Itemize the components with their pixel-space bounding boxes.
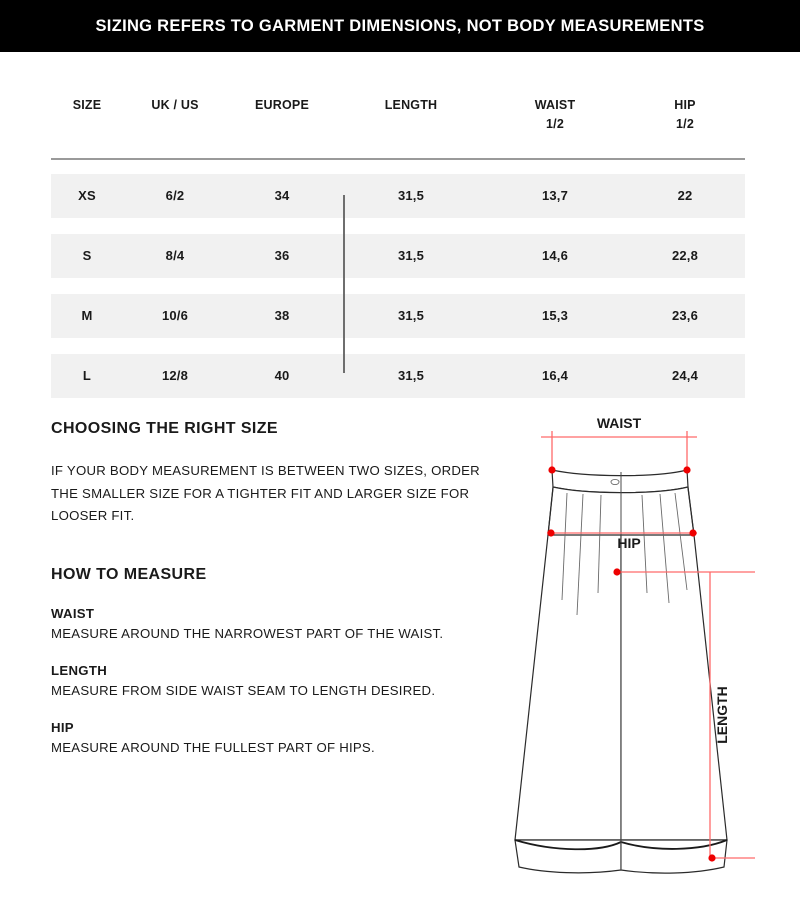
cell-size: XS [78, 187, 96, 203]
cell-length: 31,5 [397, 367, 425, 383]
choosing-right-size-title: CHOOSING THE RIGHT SIZE [51, 420, 278, 437]
column-header-europe: EUROPE [255, 98, 309, 112]
length-point-bottom [708, 854, 715, 861]
column-header-waist-sub: 1/2 [546, 117, 564, 132]
cell-hip: 23,6 [671, 307, 699, 323]
how-to-measure-title: HOW TO MEASURE [51, 566, 207, 584]
length-point-top [613, 568, 620, 575]
section-spacer [51, 528, 501, 566]
cell-size: M [81, 307, 93, 323]
cell-europe: 36 [274, 247, 290, 263]
info-column [51, 420, 501, 759]
measure-text-waist: MEASURE AROUND THE NARROWEST PART OF THE WAIST. [51, 626, 444, 642]
cell-uk-us: 12/8 [161, 367, 189, 383]
waist-point-left [548, 466, 555, 473]
table-header-divider [51, 158, 745, 160]
banner-title: SIZING REFERS TO GARMENT DIMENSIONS, NOT BODY MEASUREMENTS [95, 16, 705, 35]
measure-text-hip: MEASURE AROUND THE FULLEST PART OF HIPS. [51, 739, 375, 755]
measure-spacer [51, 703, 501, 720]
table-row [51, 174, 745, 218]
table-row [51, 234, 745, 278]
choosing-right-size-body: IF YOUR BODY MEASUREMENT IS BETWEEN TWO SIZES, ORDER THE SMALLER SIZE FOR A TIGHTER FIT AND LARGER SIZE FOR LOOSER FIT. [51, 463, 480, 524]
cell-hip: 24,4 [671, 367, 699, 383]
garment-diagram [505, 415, 800, 914]
column-header-hip [625, 96, 745, 135]
table-row-spacer [51, 278, 745, 294]
cell-uk-us: 8/4 [165, 247, 185, 263]
cell-hip: 22,8 [671, 247, 699, 263]
cell-europe: 38 [274, 307, 290, 323]
cell-size: L [82, 367, 92, 383]
column-header-hip-sub: 1/2 [676, 117, 694, 132]
hip-point-right [689, 529, 696, 536]
column-header-waist-main: WAIST [534, 98, 576, 112]
column-header-length: LENGTH [384, 98, 438, 112]
measure-spacer [51, 646, 501, 663]
cell-waist: 16,4 [541, 367, 569, 383]
cell-waist: 14,6 [541, 247, 569, 263]
table-header-spacer [51, 158, 745, 174]
column-header-size: SIZE [72, 98, 102, 112]
cell-length: 31,5 [397, 307, 425, 323]
cell-length: 31,5 [397, 187, 425, 203]
column-header-waist [485, 96, 625, 135]
table-row [51, 354, 745, 398]
banner [0, 0, 800, 52]
measure-text-length: MEASURE FROM SIDE WAIST SEAM TO LENGTH DESIRED. [51, 682, 436, 698]
column-header-uk-us: UK / US [151, 98, 199, 112]
cell-hip: 22 [677, 187, 693, 203]
waist-measurement [541, 431, 697, 473]
table-row [51, 294, 745, 338]
cell-waist: 15,3 [541, 307, 569, 323]
size-table [51, 84, 745, 398]
diagram-label-waist: WAIST [596, 415, 642, 431]
hip-point-left [547, 529, 554, 536]
cell-waist: 13,7 [541, 187, 569, 203]
table-row-spacer [51, 338, 745, 354]
measure-label-length: LENGTH [51, 662, 108, 678]
diagram-label-hip: HIP [617, 535, 641, 551]
table-header-row [51, 84, 745, 158]
column-header-hip-main: HIP [674, 98, 696, 112]
table-column-divider [343, 195, 345, 373]
cell-uk-us: 6/2 [165, 187, 185, 203]
cell-europe: 40 [274, 367, 290, 383]
cell-size: S [82, 247, 92, 263]
table-row-spacer [51, 218, 745, 234]
diagram-label-length: LENGTH [714, 686, 730, 744]
button-icon [611, 479, 619, 484]
measure-label-waist: WAIST [51, 606, 95, 622]
cell-europe: 34 [274, 187, 290, 203]
measure-label-hip: HIP [51, 719, 74, 735]
waist-point-right [683, 466, 690, 473]
cell-length: 31,5 [397, 247, 425, 263]
cell-uk-us: 10/6 [161, 307, 189, 323]
